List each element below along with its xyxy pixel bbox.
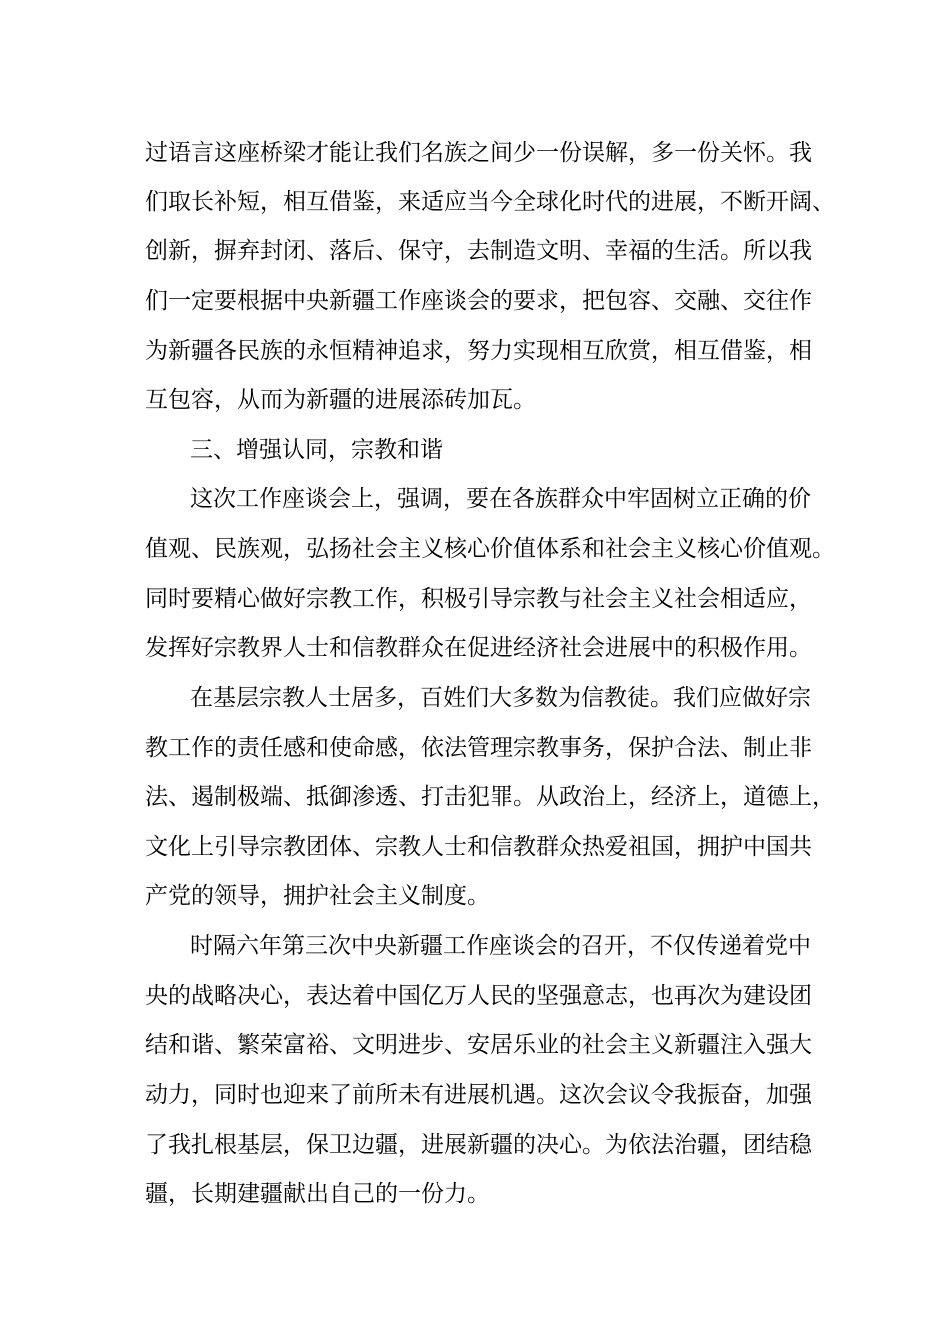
text-line: 疆，长期建疆献出自己的一份力。	[145, 1181, 490, 1207]
text-line: 值观、民族观，弘扬社会主义核心价值体系和社会主义核心价值观。	[145, 536, 835, 562]
text-line: 动力，同时也迎来了前所未有进展机遇。这次会议令我振奋，加强	[145, 1082, 812, 1108]
text-line: 产党的领导，拥护社会主义制度。	[145, 883, 490, 909]
text-line: 为新疆各民族的永恒精神追求，努力实现相互欣赏，相互借鉴，相	[145, 338, 812, 364]
text-line: 在基层宗教人士居多，百姓们大多数为信教徒。我们应做好宗	[190, 685, 811, 711]
text-line: 央的战略决心，表达着中国亿万人民的坚强意志，也再次为建设团	[145, 983, 812, 1009]
text-line: 互包容，从而为新疆的进展添砖加瓦。	[145, 387, 536, 413]
text-line: 们取长补短，相互借鉴，来适应当今全球化时代的进展，不断开阔、	[145, 189, 835, 215]
text-line: 了我扎根基层，保卫边疆，进展新疆的决心。为依法治疆，团结稳	[145, 1132, 812, 1158]
text-line: 结和谐、繁荣富裕、文明进步、安居乐业的社会主义新疆注入强大	[145, 1032, 812, 1058]
text-line: 法、遏制极端、抵御渗透、打击犯罪。从政治上，经济上，道德上，	[145, 784, 835, 810]
section-heading: 三、增强认同，宗教和谐	[190, 437, 443, 463]
text-line: 创新，摒弃封闭、落后、保守，去制造文明、幸福的生活。所以我	[145, 238, 812, 264]
text-line: 同时要精心做好宗教工作，积极引导宗教与社会主义社会相适应，	[145, 586, 812, 612]
text-line: 时隔六年第三次中央新疆工作座谈会的召开，不仅传递着党中	[190, 933, 811, 959]
text-line: 们一定要根据中央新疆工作座谈会的要求，把包容、交融、交往作	[145, 288, 812, 314]
text-line: 文化上引导宗教团体、宗教人士和信教群众热爱祖国，拥护中国共	[145, 834, 812, 860]
text-line: 教工作的责任感和使命感，依法管理宗教事务，保护合法、制止非	[145, 735, 812, 761]
text-line: 发挥好宗教界人士和信教群众在促进经济社会进展中的积极作用。	[145, 635, 812, 661]
text-line: 过语言这座桥梁才能让我们名族之间少一份误解，多一份关怀。我	[145, 140, 812, 166]
text-line: 这次工作座谈会上，强调，要在各族群众中牢固树立正确的价	[190, 486, 811, 512]
